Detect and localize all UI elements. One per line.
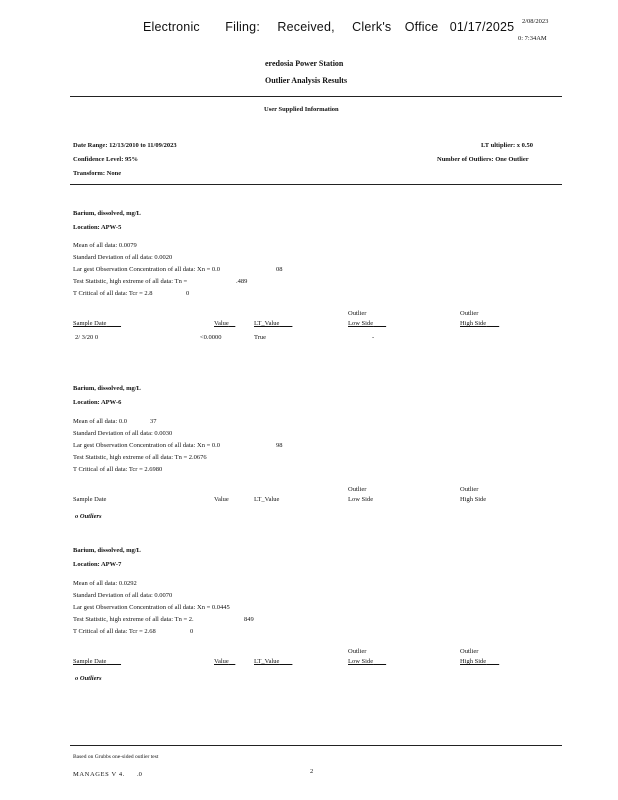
no-outliers: o Outliers [75,513,102,520]
location: Location: APW-7 [73,561,122,568]
col-lt-value: LT_Value [254,320,280,327]
col-sample-date: Sample Date [73,658,107,665]
lt-multiplier: LT ultiplier: x 0.50 [481,142,534,149]
mean: Mean of all data: 0.0079 [73,242,137,249]
col-lt-value: LT_Value [254,496,280,503]
col-value: Value [214,320,229,327]
test-statistic: Test Statistic, high extreme of all data: Tn = [73,278,188,285]
section-heading: User Supplied Information [264,106,339,113]
table-row-date: 2/ 3/20 0 [75,334,99,341]
col-outlier-high-2: High Side [460,320,487,327]
test-statistic-tail: .489 [236,278,248,285]
col-outlier-low-2: Low Side [348,658,374,665]
std-dev: Standard Deviation of all data: 0.0070 [73,592,173,599]
largest-observation-tail: 08 [276,266,283,273]
mean: Mean of all data: 0.0 [73,418,127,425]
stamp-word: Office [404,20,439,34]
divider [70,184,562,185]
col-outlier-low-2: Low Side [348,496,374,503]
no-outliers: o Outliers [75,675,102,682]
col-outlier-low-1: Outlier [348,486,367,493]
col-outlier-low-1: Outlier [348,310,367,317]
t-critical-tail: 0 [190,628,194,635]
parameter-name: Barium, dissolved, mg/L [73,210,141,217]
location: Location: APW-5 [73,224,122,231]
test-statistic: Test Statistic, high extreme of all data: Tn = 2. [73,616,194,623]
footer-app: MANAGES V 4. [73,771,125,778]
footer-divider [70,745,562,746]
col-sample-date: Sample Date [73,320,107,327]
corner-time: 0: 7:34AM [518,35,547,42]
test-statistic: Test Statistic, high extreme of all data: Tn = 2.0676 [73,454,207,461]
mean-tail: 37 [150,418,157,425]
col-sample-date: Sample Date [73,496,107,503]
location: Location: APW-6 [73,399,122,406]
mean: Mean of all data: 0.0292 [73,580,137,587]
col-value: Value [214,496,229,503]
largest-observation-tail: 98 [276,442,283,449]
parameter-name: Barium, dissolved, mg/L [73,547,141,554]
std-dev: Standard Deviation of all data: 0.0020 [73,254,173,261]
station-title: eredosia Power Station [265,59,344,68]
stamp-word: Filing: [225,20,261,34]
largest-observation: Lar gest Observation Concentration of all data: Xn = 0.0445 [73,604,230,611]
filing-stamp [143,20,514,34]
col-outlier-high-1: Outlier [460,648,479,655]
t-critical-tail: 0 [186,290,190,297]
stamp-word: Clerk's [352,20,392,34]
date-range: Date Range: 12/13/2010 to 11/09/2023 [73,142,177,149]
col-outlier-high-2: High Side [460,658,487,665]
parameter-name: Barium, dissolved, mg/L [73,385,141,392]
stamp-date: 01/17/2025 [449,20,515,34]
corner-date: 2/08/2023 [522,18,549,25]
footer-note: Based on Grubbs one-sided outlier test [73,754,159,760]
number-of-outliers: Number of Outliers: One Outlier [437,156,529,163]
transform: Transform: None [73,170,122,177]
col-outlier-low-2: Low Side [348,320,374,327]
t-critical: T Critical of all data: Tcr = 2.68 [73,628,156,635]
test-statistic-tail: 849 [244,616,254,623]
std-dev: Standard Deviation of all data: 0.0030 [73,430,173,437]
table-row-low: - [372,334,375,341]
table-row-lt: True [254,334,267,341]
page-number: 2 [310,768,314,775]
stamp-word: Electronic [143,20,200,34]
col-outlier-high-1: Outlier [460,310,479,317]
confidence-level: Confidence Level: 95% [73,156,138,163]
divider [70,96,562,97]
col-outlier-high-1: Outlier [460,486,479,493]
largest-observation: Lar gest Observation Concentration of all data: Xn = 0.0 [73,266,220,273]
t-critical: T Critical of all data: Tcr = 2.6980 [73,466,163,473]
t-critical: T Critical of all data: Tcr = 2.8 [73,290,153,297]
stamp-word: Received, [277,20,335,34]
largest-observation: Lar gest Observation Concentration of all data: Xn = 0.0 [73,442,220,449]
footer-app-tail: .0 [137,771,142,778]
col-value: Value [214,658,229,665]
table-row-value: <0.0000 [200,334,222,341]
col-outlier-high-2: High Side [460,496,487,503]
report-title: Outlier Analysis Results [265,76,348,85]
col-lt-value: LT_Value [254,658,280,665]
col-outlier-low-1: Outlier [348,648,367,655]
